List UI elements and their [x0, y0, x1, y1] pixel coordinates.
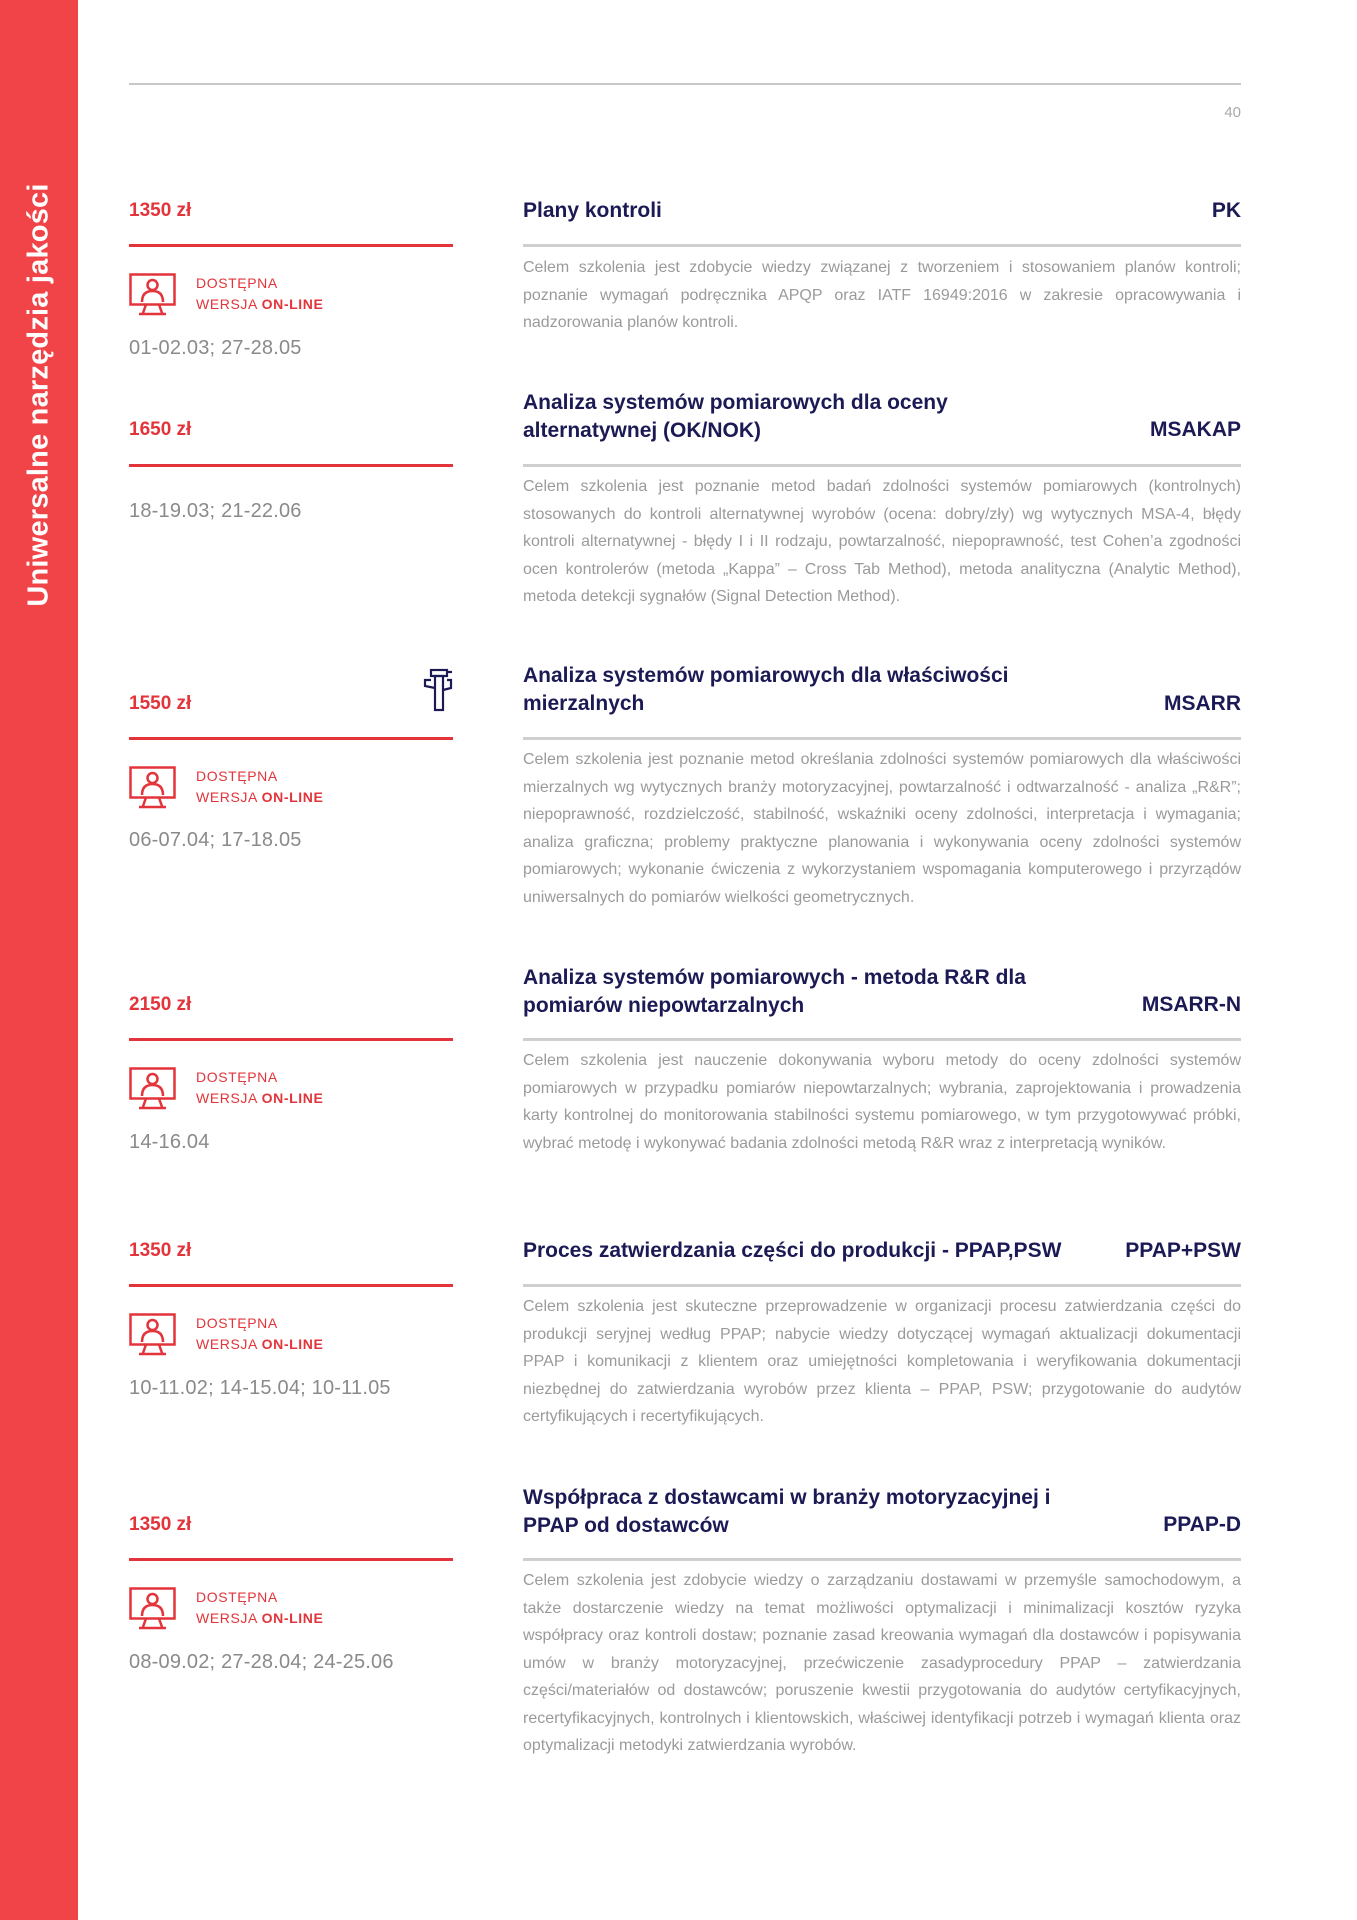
online-version-label: WERSJA ON-LINE: [196, 296, 324, 312]
monitor-person-icon: [129, 1067, 176, 1111]
online-badge: [129, 1067, 429, 1113]
caliper-icon: [423, 668, 453, 712]
online-badge: [129, 1587, 429, 1633]
online-label: DOSTĘPNA: [196, 1315, 278, 1331]
online-badge: [129, 273, 429, 319]
course-description: Celem szkolenia jest poznanie metod określania zdolności systemów pomiarowych dla właściwości mierzalnych wg wytycznych branży motoryzacyjnej, powtarzalność i odtwarzalność - analiza „R&R”; niepoprawność, rozdzielczość, stabilność, wskaźniki oceny zdolności, interpretacja i wymagania; analiza graficzna; problemy praktyczne planowania i wykonywania oceny zdolności systemów pomiarowych; wykonanie ćwiczenia z wykorzystaniem wspomagania komputerowego i przyrządów uniwersalnych do pomiarów wielkości geometrycznych.: [523, 751, 1241, 906]
course-price: 1550 zł: [129, 693, 192, 714]
course-code: MSARR-N: [1141, 993, 1241, 1016]
price-divider: [129, 1558, 453, 1561]
course-description: Celem szkolenia jest poznanie metod badań zdolności systemów pomiarowych (kontrolnych) stosowanych do kontroli alternatywnej wyrobów (ocena: dobry/zły) wg wytycznych MSA-4, błędy kontroli alternatywnej - błędy I i II rodzaju, powtarzalność, niepoprawność, test Cohen’a zgodności ocen kontrolerów (metoda „Kappa” – Cross Tab Method), metoda analityczna (Analytic Method), metoda detekcji sygnałów (Signal Detection Method).: [523, 478, 1241, 605]
course-price: 1350 zł: [129, 1240, 192, 1261]
course-title: Analiza systemów pomiarowych dla oceny alternatywnej (OK/NOK): [523, 391, 948, 442]
online-label: DOSTĘPNA: [196, 1589, 278, 1605]
course-code: PK: [1211, 199, 1241, 222]
course-price: 1350 zł: [129, 1514, 192, 1535]
course-title: Analiza systemów pomiarowych dla właściwości mierzalnych: [523, 664, 1009, 715]
course-code: MSARR: [1164, 692, 1241, 715]
monitor-person-icon: [129, 766, 176, 810]
course-code: PPAP-D: [1163, 1513, 1241, 1536]
price-divider: [129, 1038, 453, 1041]
price-divider: [129, 737, 453, 740]
course-title: Współpraca z dostawcami w branży motoryzacyjnej i PPAP od dostawców: [523, 1486, 1051, 1537]
course-price: 1350 zł: [129, 200, 192, 221]
online-label: DOSTĘPNA: [196, 1069, 278, 1085]
online-badge: [129, 1313, 429, 1359]
sidebar-title: Uniwersalne narzędzia jakości: [22, 183, 55, 607]
online-version-label: WERSJA ON-LINE: [196, 1336, 324, 1352]
sidebar: [0, 0, 78, 1920]
online-version-label: WERSJA ON-LINE: [196, 789, 324, 805]
course-description: Celem szkolenia jest zdobycie wiedzy związanej z tworzeniem i stosowaniem planów kontroli; poznanie wymagań podręcznika APQP oraz IATF 16949:2016 w zakresie opracowywania i nadzorowania planów kontroli.: [523, 259, 1241, 331]
description-divider: [523, 1284, 1241, 1287]
course-dates: 08-09.02; 27-28.04; 24-25.06: [129, 1651, 394, 1673]
online-label: DOSTĘPNA: [196, 768, 278, 784]
course-description: Celem szkolenia jest zdobycie wiedzy o zarządzaniu dostawami w przemyśle samochodowym, a także dostarczenie wiedzy na temat możliwości optymalizacji i minimalizacji kosztów ryzyka współpracy oraz kontroli dostaw; poznanie zasad kreowania wymagań dla dostawców i popisywania umów w branży motoryzacyjnej, przećwiczenie zasadyprocedury PPAP – zatwierdzania części/materiałów od dostawców; poruszenie kwestii przygotowania do audytów certyfikacyjnych, recertyfikacyjnych, kontrolnych i klientowskich, właściwej identyfikacji potrzeb i wymagań klienta oraz optymalizacji metodyki zatwierdzania wyrobów.: [523, 1572, 1241, 1754]
course-price: 1650 zł: [129, 419, 192, 440]
monitor-person-icon: [129, 1313, 176, 1357]
online-badge: [129, 766, 429, 812]
course-dates: 18-19.03; 21-22.06: [129, 500, 302, 522]
course-description: Celem szkolenia jest skuteczne przeprowadzenie w organizacji procesu zatwierdzania części do produkcji seryjnej według PPAP; nabycie wiedzy dotyczącej wymagań aktualizacji dokumentacji PPAP i komunikacji z klientem oraz umiejętności kompletowania i weryfikowania dokumentacji niezbędnej do zatwierdzania wyrobów przez klienta – PPAP, PSW; przygotowanie do audytów certyfikujących i recertyfikujących.: [523, 1298, 1241, 1425]
online-version-label: WERSJA ON-LINE: [196, 1610, 324, 1626]
course-dates: 01-02.03; 27-28.05: [129, 337, 302, 359]
page-number: 40: [1224, 104, 1241, 121]
online-version-label: WERSJA ON-LINE: [196, 1090, 324, 1106]
course-code: PPAP+PSW: [1125, 1239, 1241, 1262]
course-title: Plany kontroli: [523, 199, 662, 222]
description-divider: [523, 244, 1241, 247]
course-dates: 06-07.04; 17-18.05: [129, 829, 302, 851]
course-price: 2150 zł: [129, 994, 192, 1015]
course-title: Analiza systemów pomiarowych - metoda R&R dla pomiarów niepowtarzalnych: [523, 966, 1026, 1017]
price-divider: [129, 464, 453, 467]
course-title: Proces zatwierdzania części do produkcji - PPAP,PSW: [523, 1239, 1062, 1262]
course-dates: 14-16.04: [129, 1131, 210, 1153]
online-label: DOSTĘPNA: [196, 275, 278, 291]
description-divider: [523, 737, 1241, 740]
top-divider: [129, 83, 1241, 85]
course-dates: 10-11.02; 14-15.04; 10-11.05: [129, 1377, 391, 1399]
price-divider: [129, 244, 453, 247]
description-divider: [523, 1558, 1241, 1561]
course-description: Celem szkolenia jest nauczenie dokonywania wyboru metody do oceny zdolności systemów pomiarowych w przypadku pomiarów niepowtarzalnych; wybrania, zaprojektowania i prowadzenia karty kontrolnej do monitorowania stabilności systemu pomiarowego, w tym przygotowywać próbki, wybrać metodę i wykonywać badania zdolności metodą R&R wraz z interpretacją wyników.: [523, 1052, 1241, 1152]
description-divider: [523, 1038, 1241, 1041]
description-divider: [523, 464, 1241, 467]
monitor-person-icon: [129, 1587, 176, 1631]
price-divider: [129, 1284, 453, 1287]
monitor-person-icon: [129, 273, 176, 317]
course-code: MSAKAP: [1149, 418, 1241, 441]
